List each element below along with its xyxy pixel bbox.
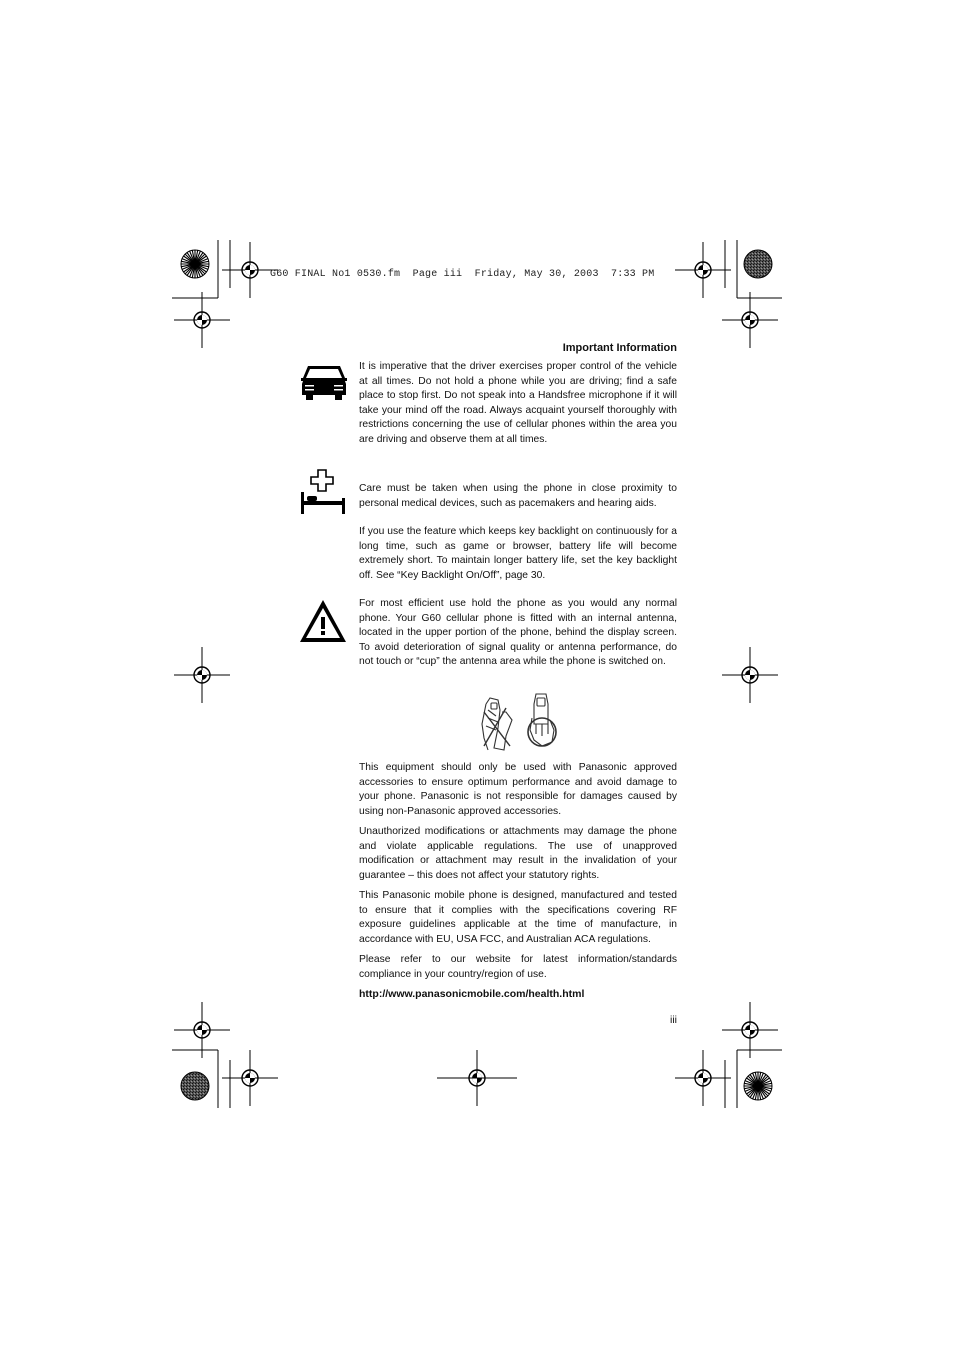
- paragraph-driving: It is imperative that the driver exercises proper control of the vehicle at all times. Do not hold a phone while you are driving; find a safe place to stop first. Do not speak into a Handsfree microphone if it will take your mind off the road. Always acquaint yourself thoroughly with restrictions concerning the use of cellular phones within the area you are driving and observe them at all times.: [359, 361, 677, 445]
- phone-grip-illustration: [476, 690, 562, 754]
- car-icon: [299, 362, 349, 404]
- hospital-bed-icon: [299, 468, 347, 516]
- paragraph-antenna: For most efficient use hold the phone as you would any normal phone. Your G60 cellular phone is fitted with an internal antenna, located in the upper portion of the phone, behind the display screen. To avoid deterioration of signal quality or antenna performance, do not touch or “cup” the antenna area while the phone is switched on.: [359, 598, 677, 667]
- section-title: Important Information: [562, 342, 677, 354]
- paragraph-medical: Care must be taken when using the phone in close proximity to personal medical devices, such as pacemakers and hearing aids.: [359, 483, 677, 509]
- health-url-link[interactable]: http://www.panasonicmobile.com/health.html: [359, 988, 585, 1000]
- paragraph-rf-exposure: This Panasonic mobile phone is designed, manufactured and tested to ensure that it complies with the specifications covering RF exposure guidelines applicable at the time of manufacture, in accordance with EU, USA FCC, and Australian ACA regulations.: [359, 890, 677, 945]
- paragraph-website: Please refer to our website for latest information/standards compliance in your country/region of use.: [359, 954, 677, 980]
- page-number: iii: [670, 1014, 677, 1026]
- file-header: G60 FINAL No1 0530.fm Page iii Friday, May 30, 2003 7:33 PM: [270, 269, 655, 280]
- paragraph-backlight: If you use the feature which keeps key backlight on continuously for a long time, such as game or browser, battery life will become extremely short. To maintain longer battery life, set the key backlight off. See “Key Backlight On/Off”, page 30.: [359, 526, 677, 581]
- paragraph-accessories: This equipment should only be used with Panasonic approved accessories to ensure optimum performance and avoid damage to your phone. Panasonic is not responsible for damages caused by using non-Panasonic approved accessories.: [359, 762, 677, 817]
- paragraph-modifications: Unauthorized modifications or attachments may damage the phone and violate applicable regulations. The use of unapproved modification or attachment may result in the invalidation of your guarantee – this does not affect your statutory rights.: [359, 826, 677, 881]
- warning-triangle-icon: [298, 598, 348, 644]
